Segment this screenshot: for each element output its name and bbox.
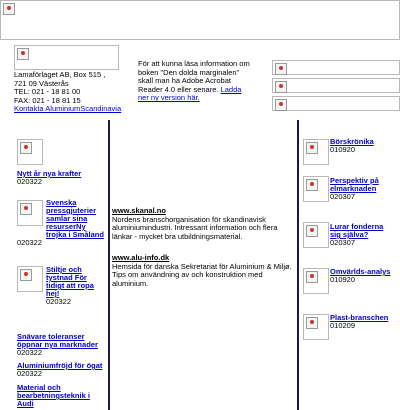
- fax-line: FAX: 021 - 18 81 15: [14, 95, 81, 105]
- article-date: 020322: [17, 348, 43, 357]
- download-link[interactable]: Ladda ner ny version här.: [138, 84, 242, 103]
- article-item: [17, 362, 107, 378]
- external-link[interactable]: www.alu-info.dk: [112, 253, 170, 262]
- broken-image-icon: [20, 142, 32, 154]
- article-date: 020322: [17, 177, 43, 186]
- article-item: [330, 177, 396, 201]
- article-title[interactable]: Material och bearbetningsteknik i Audi: [17, 383, 90, 408]
- article-date: 020322: [17, 369, 43, 378]
- broken-image-icon: [3, 3, 15, 15]
- broken-image-icon: [275, 63, 287, 75]
- article-thumbnail[interactable]: [303, 268, 329, 294]
- article-item: [17, 333, 109, 357]
- link-block: [112, 254, 296, 288]
- address-line: Lamaförlaget AB, Box 515 ,: [14, 70, 106, 79]
- link-description: Hemsida för danska Sekretariat för Aluminium & Miljø. Tips om användning av och konstruktion med aluminium.: [112, 261, 292, 288]
- address-line: 721 09 Västerås: [14, 78, 69, 88]
- article-item: [17, 384, 107, 408]
- broken-image-icon: [275, 81, 287, 93]
- article-date: 010920: [330, 275, 356, 284]
- right-banner-image-2[interactable]: [272, 78, 400, 93]
- article-title[interactable]: Plast-branschen: [330, 313, 389, 322]
- article-title[interactable]: Lurar fonderna sig själva?: [330, 222, 384, 239]
- right-banner-image-1[interactable]: [272, 60, 400, 75]
- broken-image-icon: [306, 271, 318, 283]
- external-link[interactable]: www.skanal.no: [112, 206, 166, 215]
- right-banner-image-3[interactable]: [272, 96, 400, 111]
- article-title[interactable]: Stiltje och tystnad För tidigt att ropa hej!: [46, 265, 94, 298]
- article-item: [330, 314, 396, 330]
- article-thumbnail[interactable]: [303, 314, 329, 340]
- broken-image-icon: [306, 225, 318, 237]
- article-date: 020322: [46, 297, 72, 306]
- article-title[interactable]: Börskrönika: [330, 137, 374, 146]
- broken-image-icon: [306, 179, 318, 191]
- article-thumbnail[interactable]: [303, 176, 329, 202]
- broken-image-icon: [306, 142, 318, 154]
- acrobat-notice: [138, 60, 254, 103]
- article-item: [330, 223, 396, 247]
- article-thumbnail[interactable]: [17, 139, 43, 165]
- article-item: [330, 138, 396, 154]
- article-item: [17, 266, 107, 306]
- logo-image: [14, 45, 119, 70]
- article-thumbnail[interactable]: [303, 139, 329, 165]
- article-date: 020307: [330, 238, 356, 247]
- company-info: [14, 71, 124, 114]
- article-title[interactable]: Snävare toleranser öppnar nya marknader: [17, 332, 98, 349]
- article-title[interactable]: Nytt år nya krafter: [17, 169, 82, 178]
- column-divider-left: [108, 120, 110, 410]
- article-date: 020307: [330, 192, 356, 201]
- article-title[interactable]: Omvärlds-analys: [330, 267, 391, 276]
- article-date: 020322: [17, 238, 43, 247]
- article-thumbnail[interactable]: [303, 222, 329, 248]
- notice-text: För att kunna läsa information om boken "Den dolda marginalen" skall man ha Adobe Acrobat Reader 4.0 eller senare.: [138, 59, 250, 94]
- article-title[interactable]: Svenska pressgjuterier samlar sina resurserNy trojka i Småland: [46, 198, 104, 239]
- article-item: [17, 199, 107, 247]
- link-block: [112, 207, 296, 241]
- top-banner-image: [0, 0, 400, 40]
- broken-image-icon: [17, 48, 29, 60]
- article-item: [17, 170, 107, 186]
- article-date: 010920: [330, 145, 356, 154]
- article-title[interactable]: Perspektiv på elmarknaden: [330, 176, 379, 193]
- phone-line: TEL: 021 - 18 81 00: [14, 87, 81, 97]
- article-item: [330, 268, 396, 284]
- column-divider-right: [297, 120, 299, 410]
- article-date: 010209: [330, 321, 356, 330]
- contact-link[interactable]: Kontakta AluminiumScandinavia: [14, 104, 122, 114]
- broken-image-icon: [306, 317, 318, 329]
- link-description: Nordens branschorganisation för skandinavisk aluminiumindustri. Intressant information och flera länkar - mycket bra utbildningsmaterial.: [112, 214, 278, 241]
- article-title[interactable]: Aluminiumfröjd för ögat: [17, 361, 103, 370]
- broken-image-icon: [275, 99, 287, 111]
